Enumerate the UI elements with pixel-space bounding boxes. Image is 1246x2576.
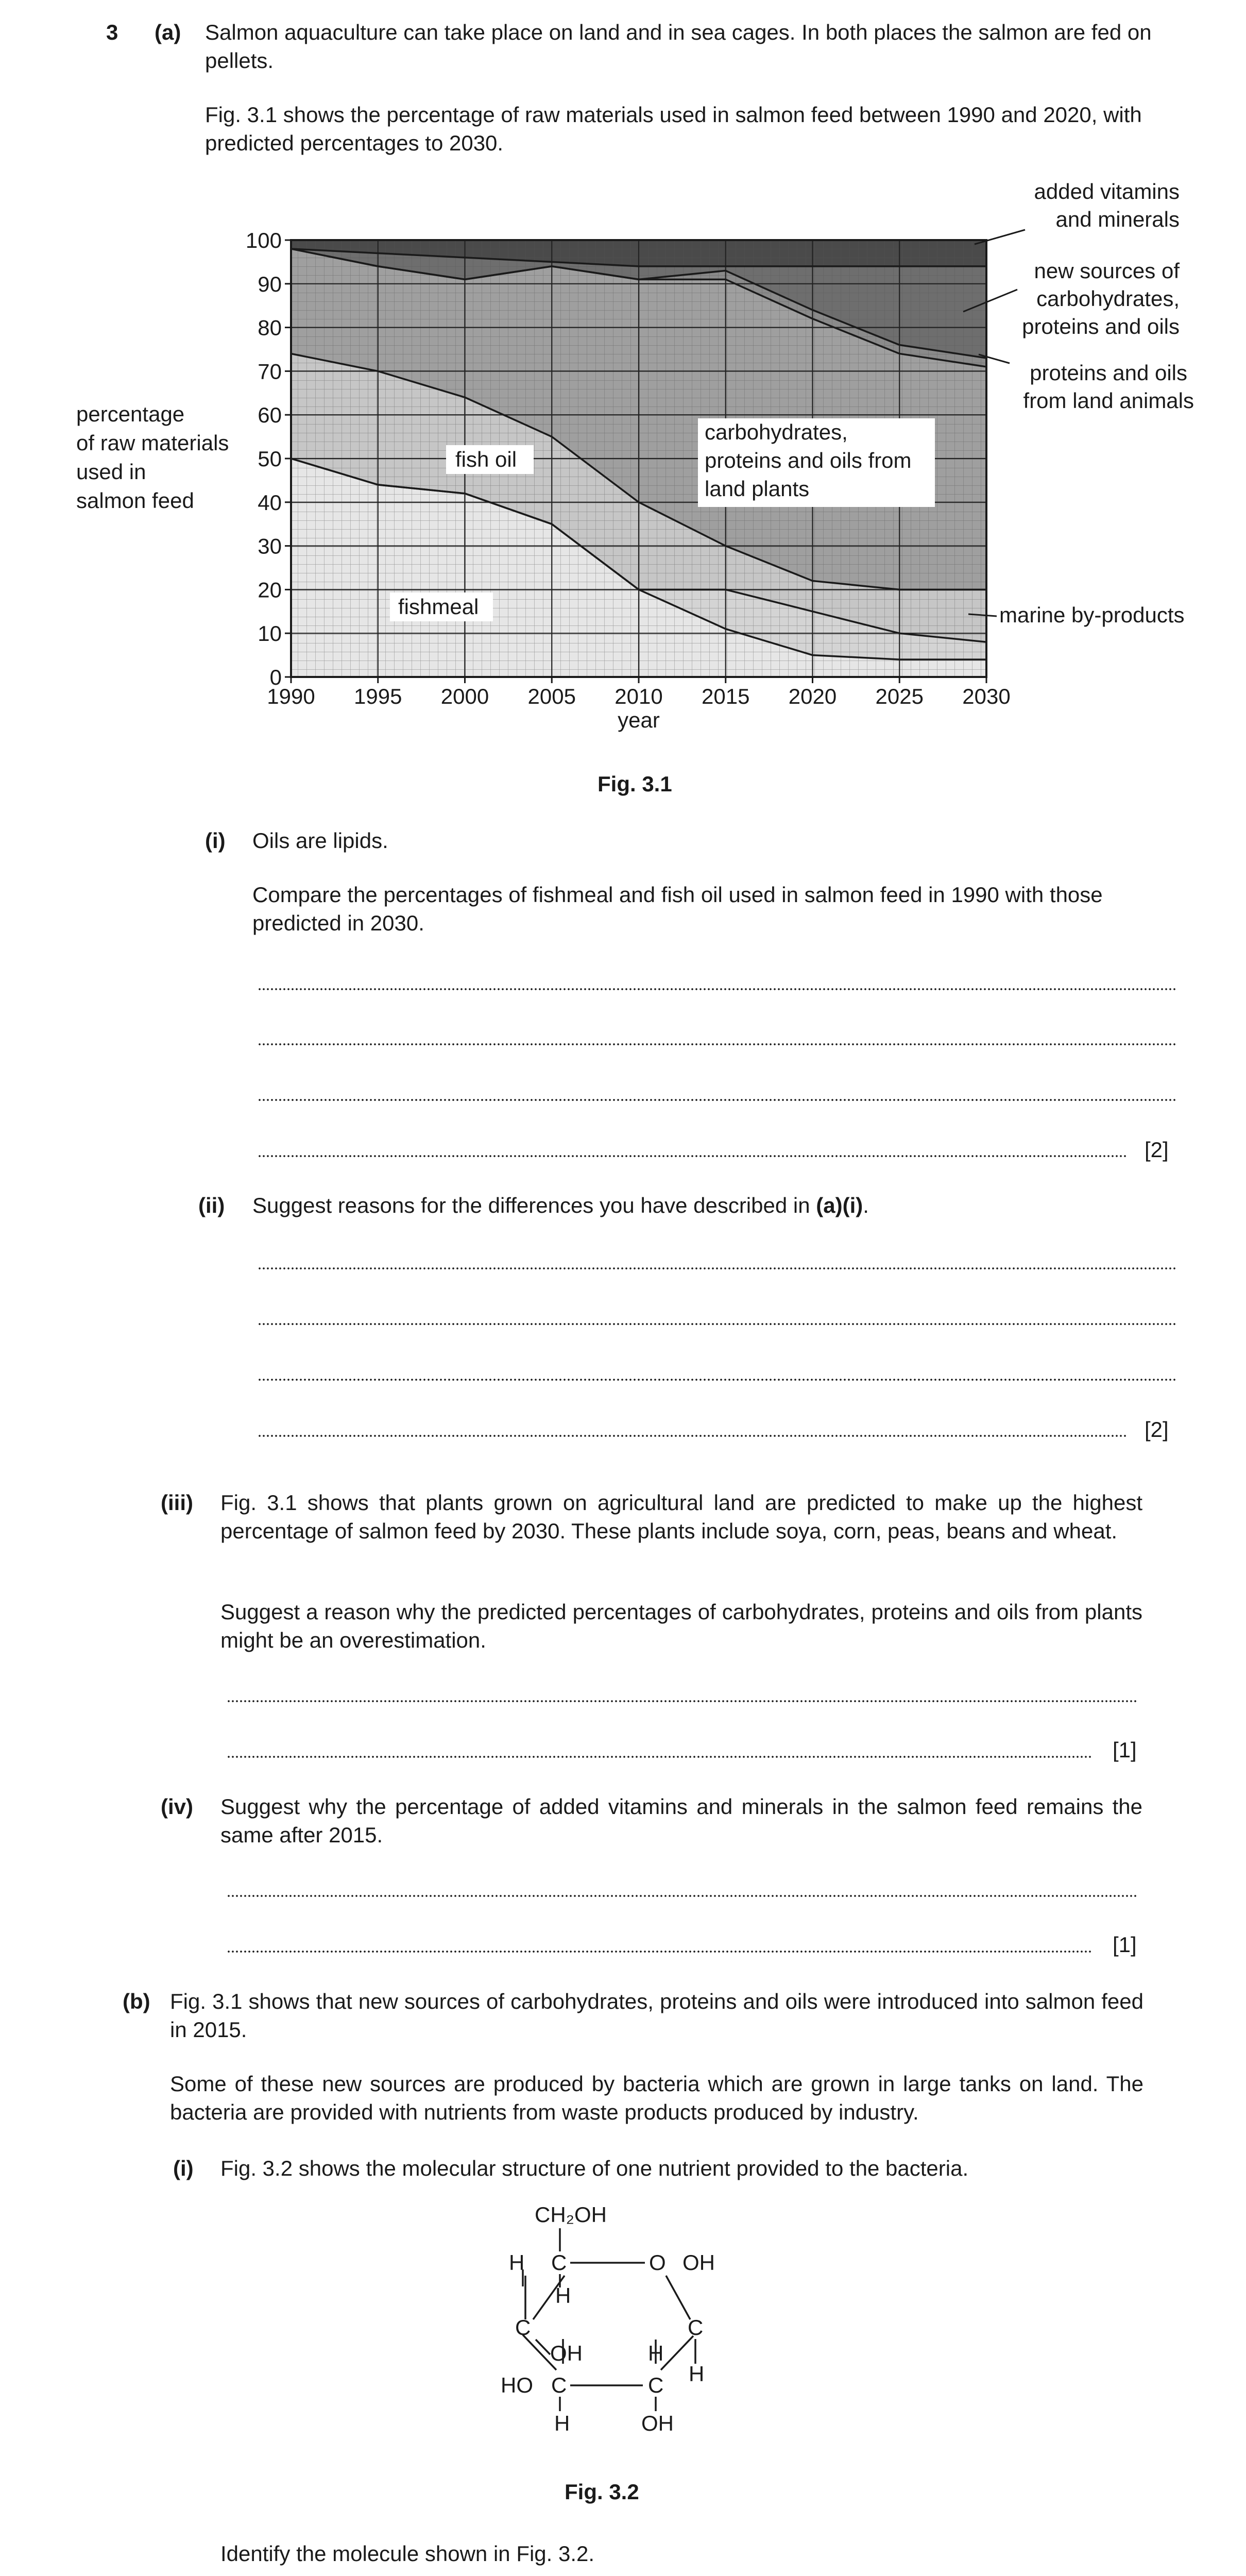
part-a-iii-label: (iii) — [161, 1490, 193, 1515]
marks-a-iv: [1] — [1113, 1933, 1137, 1957]
part-a-ii-text — [252, 1192, 1180, 1220]
part-a-iv-label: (iv) — [161, 1794, 193, 1819]
part-a-i-text-1: Oils are lipids. — [252, 828, 388, 853]
x-tick-label: 2020 — [788, 684, 837, 708]
atom: H — [509, 2250, 525, 2275]
vitamins-label-line-1: added vitamins — [1034, 179, 1180, 204]
x-tick-label: 2000 — [440, 684, 489, 708]
answer-line[interactable] — [258, 1323, 1177, 1325]
y-tick-label: 20 — [258, 578, 282, 602]
y-tick-label: 80 — [258, 315, 282, 340]
marks-a-ii: [2] — [1145, 1417, 1169, 1442]
atom: C — [551, 2373, 567, 2397]
part-b-i-text-1: Fig. 3.2 shows the molecular structure of one nutrient provided to the bacteria. — [220, 2156, 969, 2180]
atom: OH — [550, 2341, 583, 2365]
x-tick-label: 1990 — [267, 684, 315, 708]
atom: C — [648, 2373, 664, 2397]
ch2oh-group: CH₂OH — [535, 2202, 607, 2227]
new-sources-label-line-3: proteins and oils — [1022, 314, 1180, 338]
part-a-iv-text: Suggest why the percentage of added vitamins and minerals in the salmon feed remains the same after 2015. — [220, 1794, 1142, 1847]
marine-by-products-label: marine by-products — [999, 603, 1185, 627]
vitamins-leader — [975, 230, 1025, 244]
answer-line[interactable] — [258, 1379, 1177, 1381]
land-plants-label-line-3: land plants — [705, 477, 810, 501]
answer-line[interactable] — [227, 1895, 1138, 1897]
marks-a-i: [2] — [1145, 1138, 1169, 1162]
y-tick-label: 70 — [258, 359, 282, 384]
fig-3-2-molecule — [479, 2200, 767, 2452]
new-sources-label-line-1: new sources of — [1034, 259, 1180, 283]
part-b-label: (b) — [123, 1989, 150, 2013]
atom: C — [688, 2315, 704, 2340]
x-tick-label: 1995 — [354, 684, 402, 708]
atom: C — [551, 2250, 567, 2275]
part-a-i-label: (i) — [205, 828, 226, 853]
x-tick-label: 2010 — [615, 684, 663, 708]
answer-line[interactable] — [258, 1435, 1128, 1437]
y-tick-label: 40 — [258, 490, 282, 515]
y-tick-label: 30 — [258, 534, 282, 558]
part-a-label: (a) — [155, 20, 181, 44]
answer-line[interactable] — [227, 1700, 1138, 1702]
y-axis-label-line-4: salmon feed — [76, 488, 194, 513]
land-plants-label-line-1: carbohydrates, — [705, 420, 848, 444]
atom: H — [648, 2341, 664, 2365]
fish-oil-label: fish oil — [455, 447, 517, 471]
part-a-ii-label: (ii) — [198, 1193, 225, 1217]
part-a-iii-text-2: Suggest a reason why the predicted percentages of carbohydrates, proteins and oils from plants might be an overestimation. — [220, 1600, 1142, 1652]
y-tick-label: 0 — [269, 665, 282, 689]
part-a-fig-intro: Fig. 3.1 shows the percentage of raw materials used in salmon feed between 1990 and 2020, with predicted percentages to 2030. — [205, 103, 1142, 155]
part-b-i-text-2: Identify the molecule shown in Fig. 3.2. — [220, 2541, 595, 2566]
fig-3-2-caption: Fig. 3.2 — [565, 2480, 639, 2504]
y-axis-label-line-3: used in — [76, 460, 146, 484]
part-b-text-2: Some of these new sources are produced by bacteria which are grown in large tanks on land. The bacteria are provided with nutrients from waste products produced by industry. — [170, 2072, 1143, 2124]
atom: OH — [641, 2411, 674, 2435]
x-tick-label: 2025 — [875, 684, 924, 708]
atom: H — [555, 2283, 571, 2308]
answer-line[interactable] — [258, 1155, 1128, 1157]
y-axis-label-line-2: of raw materials — [76, 431, 229, 455]
atom: HO — [501, 2373, 533, 2397]
land-plants-label-line-2: proteins and oils from — [705, 448, 912, 472]
land-animals-label-line-1: proteins and oils — [1030, 361, 1187, 385]
answer-line[interactable] — [258, 1043, 1177, 1045]
answer-line[interactable] — [258, 1267, 1177, 1269]
fig-3-1-chart — [0, 170, 1246, 762]
new-sources-label-line-2: carbohydrates, — [1036, 286, 1180, 311]
answer-line[interactable] — [258, 988, 1177, 990]
atom: C — [515, 2315, 531, 2340]
answer-line[interactable] — [258, 1099, 1177, 1101]
x-tick-label: 2015 — [702, 684, 750, 708]
y-tick-label: 90 — [258, 272, 282, 296]
part-a-ii-text-before: Suggest reasons for the differences you have described in — [252, 1193, 816, 1217]
fishmeal-label: fishmeal — [398, 595, 479, 619]
y-tick-label: 60 — [258, 403, 282, 428]
fig-3-1-caption: Fig. 3.1 — [598, 772, 672, 796]
part-a-ii-text-after: . — [863, 1193, 869, 1217]
y-axis-label-line-1: percentage — [76, 402, 185, 426]
part-a-intro: Salmon aquaculture can take place on land and in sea cages. In both places the salmon are fed on pellets. — [205, 20, 1152, 73]
bonds — [523, 2228, 695, 2411]
part-a-i-text-2: Compare the percentages of fishmeal and fish oil used in salmon feed in 1990 with those predicted in 2030. — [252, 883, 1103, 935]
atom: H — [689, 2362, 705, 2386]
part-b-i-label: (i) — [173, 2156, 194, 2180]
part-a-iii-text-1: Fig. 3.1 shows that plants grown on agricultural land are predicted to make up the highest percentage of salmon feed by 2030. These plants include soya, corn, peas, beans and wheat. — [220, 1490, 1142, 1543]
answer-line[interactable] — [227, 1951, 1092, 1953]
answer-line[interactable] — [227, 1756, 1092, 1758]
marks-a-iii: [1] — [1113, 1738, 1137, 1762]
y-tick-label: 100 — [245, 228, 282, 252]
x-axis-label: year — [618, 708, 660, 732]
y-tick-label: 50 — [258, 447, 282, 471]
atom: H — [554, 2411, 570, 2435]
atom: O — [649, 2250, 666, 2275]
atom: OH — [682, 2250, 715, 2275]
part-a-ii-text-ref: (a)(i) — [816, 1193, 863, 1217]
y-tick-label: 10 — [258, 621, 282, 646]
part-b-text-1: Fig. 3.1 shows that new sources of carbohydrates, proteins and oils were introduced into salmon feed in 2015. — [170, 1989, 1143, 2042]
x-tick-label: 2030 — [962, 684, 1011, 708]
x-tick-label: 2005 — [527, 684, 576, 708]
question-number: 3 — [106, 20, 118, 44]
vitamins-label-line-2: and minerals — [1055, 207, 1180, 231]
land-animals-label-line-2: from land animals — [1023, 388, 1194, 413]
